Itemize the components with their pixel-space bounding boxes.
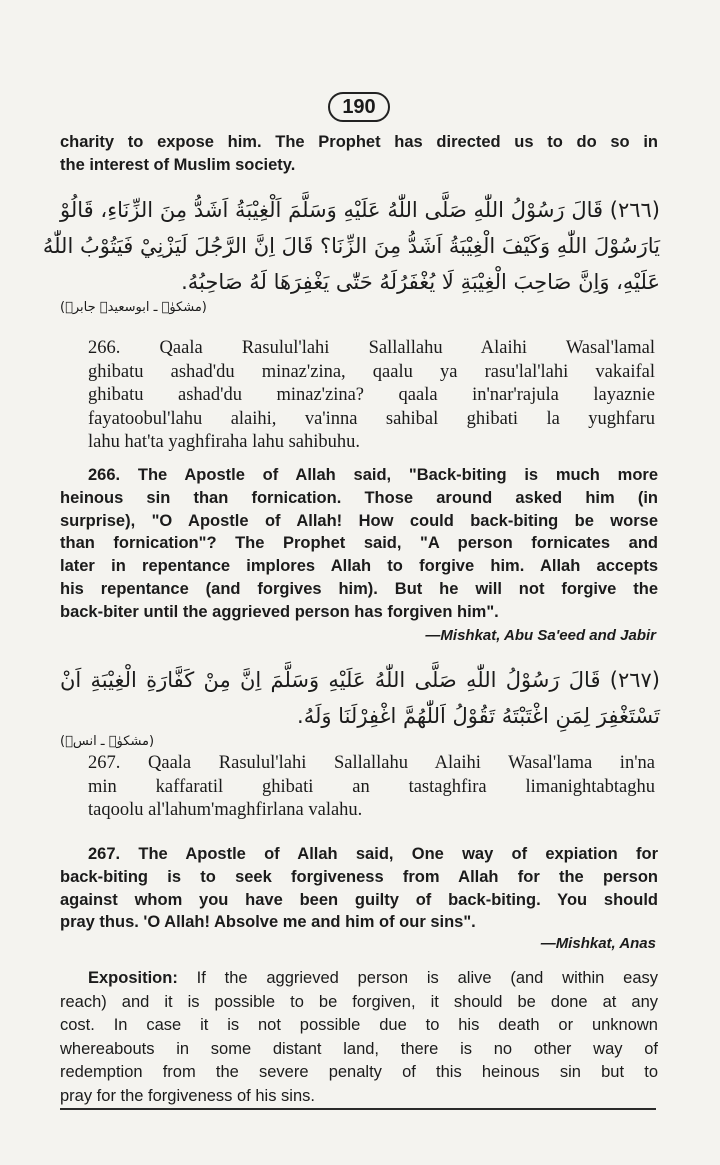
transliteration-line: fayatoobul'lahu alaihi, va'inna sahibal ghibati la yughfaru	[88, 408, 655, 429]
exposition-line: reach) and it is possible to be forgiven, it should be done at any	[60, 992, 658, 1011]
transliteration-line: ghibatu ashad'du minaz'zina? qaala in'nar'rajula layaznie	[88, 385, 655, 405]
arabic-line: عَلَيْهِ، وَاِنَّ صَاحِبَ الْغِيْبَةِ لَا يُغْفَرُلَهُ حَتّٰى يَغْفِرَهَا لَهُ صَاحِبُهُ.	[181, 270, 660, 294]
hadith-266-translation	[60, 464, 658, 624]
translation-line: back-biting is to seek forgiveness from Allah for the person	[60, 867, 658, 886]
hadith-266-source: —Mishkat, Abu Sa'eed and Jabir	[425, 627, 656, 644]
translation-line: heinous sin than fornication. Those around asked him (in	[60, 488, 658, 507]
exposition-label: Exposition:	[88, 969, 178, 987]
transliteration-line: 266. Qaala Rasulul'lahi Sallallahu Alaihi Wasal'lamal	[88, 338, 655, 358]
hadith-267-arabic	[60, 662, 660, 734]
hadith-267-translation	[60, 843, 658, 934]
hadith-267-arabic-reference: (مشکوٰۃ ـ انسؓ)	[60, 734, 155, 749]
exposition-line: whereabouts in some distant land, there is no other way of	[60, 1039, 658, 1058]
exposition-first-line	[60, 967, 658, 991]
transliteration-line: min kaffaratil ghibati an tastaghfira limanightabtaghu	[88, 776, 655, 797]
translation-line: later in repentance implores Allah to forgive him. Allah accepts	[60, 557, 658, 576]
exposition-paragraph	[60, 967, 658, 1108]
translation-line: against whom you have been guilty of back-biting. You should	[60, 890, 658, 909]
hadith-267-reference-wrap	[60, 734, 260, 749]
hadith-266-reference-wrap	[60, 300, 260, 315]
exposition-text: If the aggrieved person is alive (and within easy	[196, 969, 658, 987]
page-number: 190	[328, 92, 390, 122]
translation-line: 267. The Apostle of Allah said, One way of expiation for	[88, 845, 658, 863]
bottom-rule	[60, 1108, 656, 1110]
transliteration-line: ghibatu ashad'du minaz'zina, qaalu ya rasu'lal'lahi vakaifal	[88, 361, 655, 382]
exposition-line: pray for the forgiveness of his sins.	[60, 1086, 315, 1105]
translation-line: back-biter until the aggrieved person has forgiven him".	[60, 602, 499, 621]
translation-line: his repentance (and forgives him). But he will not forgive the	[60, 579, 658, 598]
hadith-267-transliteration	[88, 752, 655, 823]
arabic-line: يَارَسُوْلَ اللّٰهِ وَكَيْفَ الْغِيْبَةُ اَشَدُّ مِنَ الزِّنَا؟ قَالَ اِنَّ الرَّجُلَ لَيَزْنِيْ فَيَتُوْبُ اللّٰهُ	[42, 234, 660, 258]
translation-line: surprise), "O Apostle of Allah! How could back-biting be worse	[60, 511, 658, 530]
transliteration-line: lahu hat'ta yaghfiraha lahu sahibuhu.	[88, 432, 361, 452]
exposition-line: redemption from the severe penalty of this heinous sin but to	[60, 1063, 658, 1081]
hadith-267-source: —Mishkat, Anas	[540, 935, 656, 952]
intro-line: the interest of Muslim society.	[60, 156, 296, 174]
translation-line: pray thus. 'O Allah! Absolve me and him of our sins".	[60, 913, 476, 932]
hadith-266-transliteration	[88, 337, 655, 455]
arabic-line: (٢٦٧) قَالَ رَسُوْلُ اللّٰهِ صَلَّى اللّٰهُ عَلَيْهِ وَسَلَّمَ اِنَّ مِنْ كَفَّارَةِ الْغِيْبَةِ اَنْ	[60, 668, 660, 692]
arabic-line: تَسْتَغْفِرَ لِمَنِ اغْتَبْتَهُ تَقُوْلُ اَللّٰهُمَّ اغْفِرْلَنَا وَلَهُ.	[297, 704, 660, 728]
exposition-line: cost. In case it is not possible due to his death or unknown	[60, 1016, 658, 1034]
arabic-line: (٢٦٦) قَالَ رَسُوْلُ اللّٰهِ صَلَّى اللّٰهُ عَلَيْهِ وَسَلَّمَ اَلْغِيْبَةُ اَشَدُّ مِنَ الزِّنَاءِ، قَالُوْ	[60, 198, 660, 222]
transliteration-line: taqoolu al'lahum'maghfirlana valahu.	[88, 800, 363, 820]
translation-line: than fornication"? The Prophet said, "A person fornicates and	[60, 534, 658, 553]
hadith-266-arabic	[42, 192, 660, 300]
intro-paragraph	[60, 131, 658, 177]
hadith-266-arabic-reference: (مشکوٰۃ ـ ابوسعیدؓ جابرؓ)	[60, 300, 207, 315]
translation-line: 266. The Apostle of Allah said, "Back-biting is much more	[88, 466, 658, 484]
transliteration-line: 267. Qaala Rasulul'lahi Sallallahu Alaihi Wasal'lama in'na	[88, 753, 655, 773]
intro-line: charity to expose him. The Prophet has directed us to do so in	[60, 133, 658, 151]
